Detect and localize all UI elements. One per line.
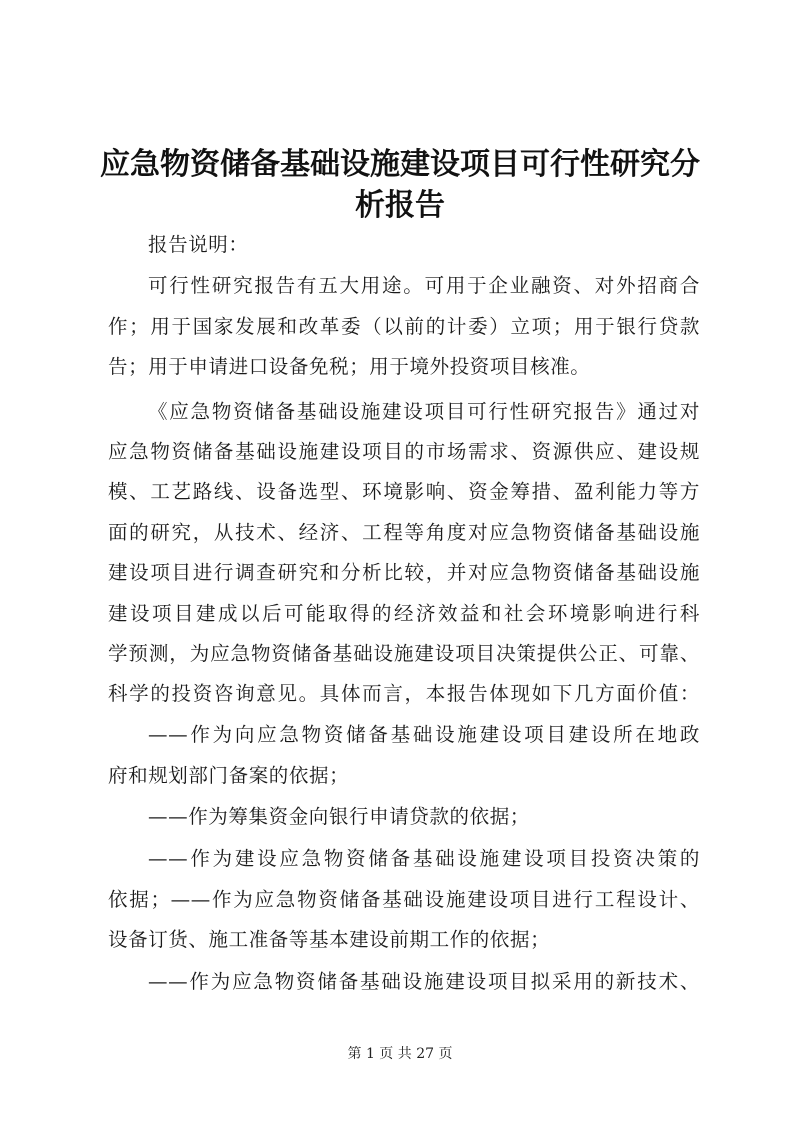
body-line: 学预测，为应急物资储备基础设施建设项目决策提供公正、可靠、: [108, 642, 700, 665]
body-line: ——作为向应急物资储备基础设施建设项目建设所在地政: [148, 723, 700, 746]
body-line: 可行性研究报告有五大用途。可用于企业融资、对外招商合: [148, 274, 700, 297]
body-line: ——作为应急物资储备基础设施建设项目拟采用的新技术、: [148, 970, 700, 993]
body-line: 告；用于申请进口设备免税；用于境外投资项目核准。: [108, 355, 591, 378]
body-line: 设备订货、施工准备等基本建设前期工作的依据；: [108, 928, 551, 951]
body-line: 依据；——作为应急物资储备基础设施建设项目进行工程设计、: [108, 888, 700, 911]
page-number-footer: 第 1 页 共 27 页: [347, 1046, 453, 1062]
body-line: 府和规划部门备案的依据；: [108, 764, 350, 787]
body-line: 面的研究，从技术、经济、工程等角度对应急物资储备基础设施: [108, 521, 700, 544]
document-title-line-1: 应急物资储备基础设施建设项目可行性研究分: [100, 147, 700, 182]
body-line: ——作为筹集资金向银行申请贷款的依据；: [148, 805, 530, 828]
body-line: 《应急物资储备基础设施建设项目可行性研究报告》通过对: [148, 400, 700, 423]
body-line: ——作为建设应急物资储备基础设施建设项目投资决策的: [148, 847, 700, 870]
body-line: 模、工艺路线、设备选型、环境影响、资金筹措、盈利能力等方: [108, 480, 700, 503]
body-line: 建设项目建成以后可能取得的经济效益和社会环境影响进行科: [108, 602, 700, 625]
body-line: 应急物资储备基础设施建设项目的市场需求、资源供应、建设规: [108, 440, 700, 463]
body-line: 作；用于国家发展和改革委（以前的计委）立项；用于银行贷款: [108, 315, 700, 338]
section-heading-report-note: 报告说明：: [148, 233, 249, 256]
body-line: 建设项目进行调查研究和分析比较，并对应急物资储备基础设施: [108, 561, 700, 584]
document-title-line-2: 析报告: [355, 188, 445, 223]
body-line: 科学的投资咨询意见。具体而言，本报告体现如下几方面价值：: [108, 682, 700, 705]
